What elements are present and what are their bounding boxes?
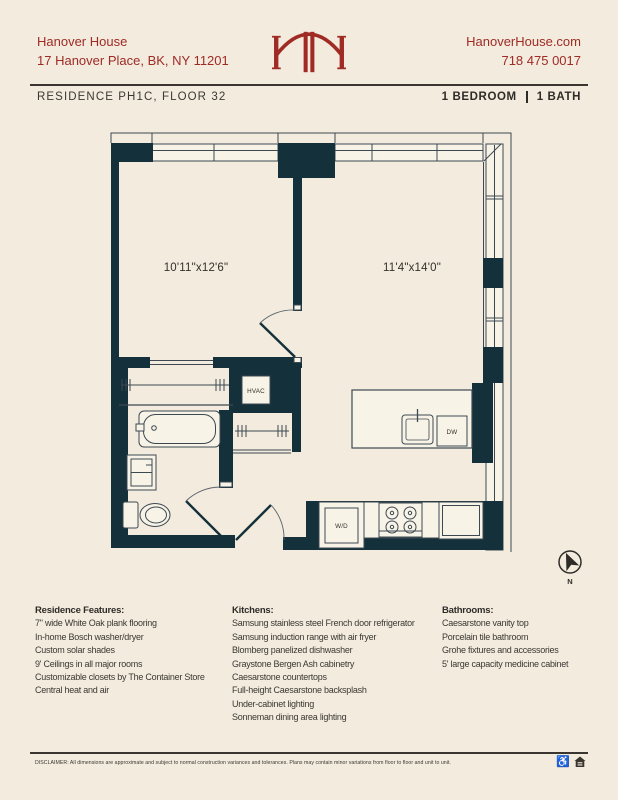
refrigerator — [439, 502, 483, 539]
living-room-window — [335, 144, 501, 161]
website: HanoverHouse.com — [466, 34, 581, 49]
residence-title: RESIDENCE PH1C, FLOOR 32 — [37, 91, 227, 103]
bedroom-door — [260, 310, 295, 357]
compass-north-icon — [559, 550, 581, 586]
feature-item: 9' Ceilings in all major rooms — [35, 658, 143, 669]
bath-count: 1 BATH — [536, 91, 581, 103]
kitchen-features-list — [232, 617, 437, 724]
feature-item: Blomberg panelized dishwasher — [232, 645, 353, 656]
residence-features-column — [35, 604, 230, 698]
range-stove — [364, 502, 440, 538]
feature-item: 5' large capacity medicine cabinet — [442, 658, 569, 669]
dishwasher-label: DW — [446, 429, 458, 436]
feature-item: Customizable closets by The Container Store — [35, 672, 205, 683]
bedroom-count: 1 BEDROOM — [441, 91, 517, 103]
vanity-sink — [127, 455, 156, 490]
footer-icons — [556, 756, 586, 768]
disclaimer-text: DISCLAIMER: All dimensions are approximate and subject to normal construction variances and tolerances. Plans may contain minor variations from floor to floor and unit to unit. — [35, 760, 451, 766]
residence-features-list — [35, 617, 230, 697]
feature-item: Full-height Caesarstone backsplash — [232, 685, 367, 696]
feature-item: 7" wide White Oak plank flooring — [35, 618, 157, 629]
bathroom-door — [186, 487, 221, 536]
feature-item: Samsung induction range with air fryer — [232, 631, 377, 642]
hall-closet — [233, 425, 291, 453]
outer-boundary-line — [111, 133, 511, 552]
compass-north-label: N — [567, 577, 573, 586]
feature-item: Sonneman dining area lighting — [232, 712, 347, 723]
bedroom-dimensions: 10'11"x12'6" — [163, 262, 229, 274]
residence-features-heading: Residence Features: — [35, 605, 125, 616]
bathroom-features-list — [442, 617, 592, 671]
feature-item: Samsung stainless steel French door refrigerator — [232, 618, 415, 629]
feature-item: Graystone Bergen Ash cabinetry — [232, 658, 355, 669]
building-name: Hanover House — [37, 34, 128, 49]
equal-housing-icon — [574, 756, 586, 768]
building-address: 17 Hanover Place, BK, NY 11201 — [37, 53, 229, 68]
kitchen-features-column — [232, 604, 437, 725]
washer-dryer — [319, 502, 364, 548]
feature-item: Caesarstone countertops — [232, 672, 327, 683]
feature-item: Grohe fixtures and accessories — [442, 645, 559, 656]
walls — [111, 143, 503, 550]
bathtub — [136, 411, 220, 447]
bathroom-features-heading: Bathrooms: — [442, 605, 494, 616]
living-room-dimensions: 11'4"x14'0" — [382, 262, 442, 274]
feature-item: Central heat and air — [35, 685, 110, 696]
accessibility-icon: ♿ — [556, 756, 570, 768]
entry-door — [236, 505, 284, 540]
footer-divider — [30, 752, 588, 754]
feature-item: In-home Bosch washer/dryer — [35, 631, 144, 642]
kitchen-island — [352, 390, 472, 448]
phone-number: 718 475 0017 — [501, 53, 581, 68]
bathroom-features-column — [442, 604, 592, 671]
feature-item: Custom solar shades — [35, 645, 115, 656]
hvac-closet — [242, 376, 270, 404]
washer-dryer-label: W/D — [335, 523, 348, 530]
bedroom-window — [152, 144, 278, 161]
kitchen-features-heading: Kitchens: — [232, 605, 274, 616]
feature-item: Porcelain tile bathroom — [442, 631, 529, 642]
toilet — [123, 502, 170, 528]
feature-item: Under-cabinet lighting — [232, 698, 315, 709]
feature-item: Caesarstone vanity top — [442, 618, 529, 629]
hvac-label: HVAC — [247, 388, 265, 395]
